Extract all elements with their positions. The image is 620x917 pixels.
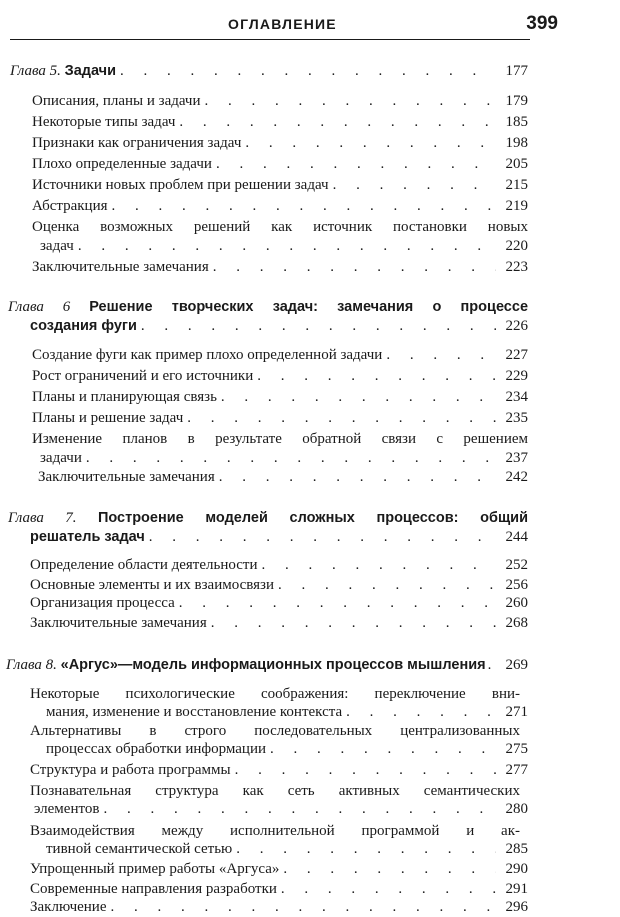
chapter-prefix: Глава 5. [10, 63, 61, 79]
running-title: ОГЛАВЛЕНИЕ [228, 16, 337, 32]
section-page: 256 [505, 577, 528, 593]
chapter-page: 226 [505, 318, 528, 334]
section-label: Заключительные замечания [38, 469, 215, 485]
toc-section [46, 703, 528, 721]
section-page: 220 [505, 238, 528, 254]
toc-section-line1 [32, 430, 528, 448]
toc-section [32, 388, 528, 406]
toc-section-line1 [32, 218, 528, 236]
toc-section [30, 898, 528, 916]
section-label-cont: тивной семантической сетью [46, 841, 233, 857]
chapter-prefix: Глава 6 [8, 299, 71, 315]
chapter-page: 269 [505, 657, 528, 673]
chapter-5-entry [10, 62, 528, 80]
toc-section [30, 761, 528, 779]
toc-section-line1 [30, 782, 520, 800]
chapter-title: Построение моделей сложных процессов: общий [97, 510, 529, 526]
section-label: Заключение [30, 899, 107, 915]
section-page: 219 [505, 198, 528, 214]
chapter-7-entry-cont [30, 528, 528, 546]
toc-section [32, 346, 528, 364]
section-label: Источники новых проблем при решении задач [32, 177, 329, 193]
section-page: 205 [505, 156, 528, 172]
section-label: Структура и работа программы [30, 762, 231, 778]
section-label: Абстракция [32, 198, 108, 214]
section-page: 179 [505, 93, 528, 109]
section-page: 291 [505, 881, 528, 897]
chapter-6-entry [8, 298, 528, 316]
chapter-prefix: Глава 8. [6, 657, 57, 673]
toc-section [32, 409, 528, 427]
section-label: Упрощенный пример работы «Аргуса» [30, 861, 280, 877]
section-label-cont: процессах обработки информации [46, 741, 267, 757]
toc-section [30, 880, 528, 898]
section-label-cont: задачи [40, 450, 82, 466]
section-label: Планы и решение задач [32, 410, 184, 426]
section-label: Признаки как ограничения задач [32, 135, 242, 151]
chapter-title-cont: создания фуги [30, 318, 137, 334]
toc-section [30, 594, 528, 612]
section-label: Современные направления разработки [30, 881, 277, 897]
section-label: Плохо определенные задачи [32, 156, 212, 172]
chapter-7-entry [8, 509, 528, 527]
section-page: 229 [505, 368, 528, 384]
toc-section [32, 367, 528, 385]
toc-section [30, 614, 528, 632]
section-page: 275 [505, 741, 528, 757]
chapter-title-cont: решатель задач [30, 529, 145, 545]
toc-section [32, 176, 528, 194]
chapter-title: Решение творческих задач: замечания о процессе [89, 299, 529, 315]
chapter-page: 177 [505, 63, 528, 79]
section-label-cont: задач [40, 238, 74, 254]
section-label: Заключительные замечания [32, 259, 209, 275]
toc-section [30, 556, 528, 574]
section-label: Заключительные замечания [30, 615, 207, 631]
section-label-cont: мания, изменение и восстановление контекста [46, 704, 343, 720]
section-label: Определение области деятельности [30, 557, 258, 573]
chapter-6-entry-cont [30, 317, 528, 335]
section-page: 285 [505, 841, 528, 857]
section-label: Некоторые психологические соображения: переключение вни- [30, 686, 520, 702]
page-number: 399 [526, 13, 558, 34]
section-page: 223 [505, 259, 528, 275]
section-page: 252 [505, 557, 528, 573]
chapter-8-entry [6, 656, 528, 674]
section-page: 290 [505, 861, 528, 877]
section-page: 198 [505, 135, 528, 151]
toc-section [46, 740, 528, 758]
section-label: Основные элементы и их взаимосвязи [30, 577, 274, 593]
section-label: Познавательная структура как сеть активных семантических [30, 783, 520, 799]
section-page: 227 [505, 347, 528, 363]
section-page: 296 [505, 899, 528, 915]
chapter-title: «Аргус»—модель информационных процессов мышления [60, 657, 486, 673]
toc-section [32, 113, 528, 131]
section-label: Организация процесса [30, 595, 175, 611]
section-label: Оценка возможных решений как источник постановки новых [32, 219, 528, 235]
toc-section [34, 800, 528, 818]
section-label: Описания, планы и задачи [32, 93, 201, 109]
toc-section-line1 [30, 685, 520, 703]
section-label: Альтернативы в строго последовательных централизованных [30, 723, 520, 739]
section-label-cont: элементов [34, 801, 100, 817]
section-label: Рост ограничений и его источники [32, 368, 254, 384]
chapter-title: Задачи [64, 63, 117, 79]
section-label: Создание фуги как пример плохо определенной задачи [32, 347, 383, 363]
toc-section [32, 92, 528, 110]
toc-section [32, 197, 528, 215]
section-page: 280 [505, 801, 528, 817]
toc-section [30, 860, 528, 878]
toc-section [46, 840, 528, 858]
toc-section-line1 [30, 822, 520, 840]
toc-section [38, 468, 528, 486]
section-label: Некоторые типы задач [32, 114, 176, 130]
section-label: Планы и планирующая связь [32, 389, 217, 405]
section-page: 268 [505, 615, 528, 631]
section-page: 277 [505, 762, 528, 778]
toc-section [32, 155, 528, 173]
section-page: 237 [505, 450, 528, 466]
chapter-page: 244 [505, 529, 528, 545]
section-label: Взаимодействия между исполнительной программой и ак- [30, 823, 520, 839]
section-page: 271 [505, 704, 528, 720]
leader-dots [120, 62, 496, 80]
section-page: 215 [505, 177, 528, 193]
section-page: 185 [505, 114, 528, 130]
section-page: 242 [505, 469, 528, 485]
header-rule [10, 39, 530, 40]
toc-section [32, 258, 528, 276]
running-header [0, 10, 620, 42]
section-label: Изменение планов в результате обратной связи с решением [32, 431, 528, 447]
chapter-prefix: Глава 7. [8, 510, 77, 526]
section-page: 234 [505, 389, 528, 405]
section-page: 235 [505, 410, 528, 426]
toc-section [30, 576, 528, 594]
toc-section [32, 134, 528, 152]
toc-section-line1 [30, 722, 520, 740]
toc-section [40, 237, 528, 255]
toc-section [40, 449, 528, 467]
section-page: 260 [505, 595, 528, 611]
